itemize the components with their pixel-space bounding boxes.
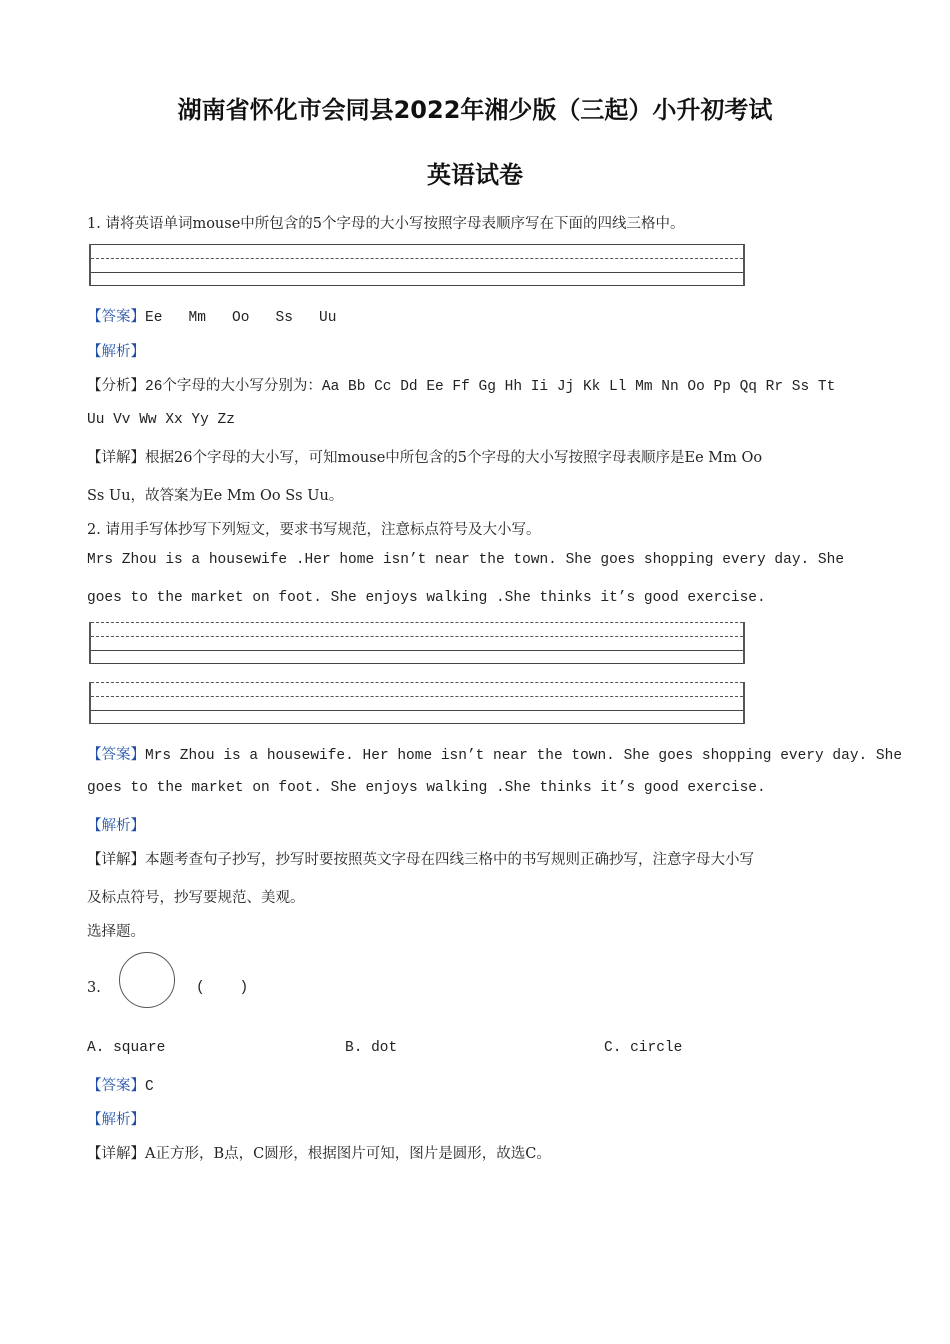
section-heading: 选择题。 [87,924,145,940]
q1-analysis-line2: Uu Vv Ww Xx Yy Zz [87,412,235,428]
q3-detail-text: A正方形，B点，C圆形，根据图片可知，图片是圆形，故选C。 [145,1146,551,1162]
q3-option-a: A. square [87,1040,166,1056]
q2-detail-text: 本题考查句子抄写，抄写时要按照英文字母在四线三格中的书写规则正确抄写，注意字母大小写 [145,852,754,868]
q1-analysis-text: 26个字母的大小写分别为：Aa Bb Cc Dd Ee Ff Gg Hh Ii Jj Kk Ll Mm Nn Oo Pp Qq Rr Ss Tt [145,379,836,395]
detail-tag: 【详解】 [87,1146,145,1162]
fenxi-tag: 【分析】 [87,378,145,394]
page-subtitle: 英语试卷 [427,161,523,189]
q2-answer-line2: goes to the market on foot. She enjoys walking .She thinks it’s good exercise. [87,780,766,796]
q2-detail-line1 [87,848,754,869]
q2-answer-text: Mrs Zhou is a housewife. Her home isn’t near the town. She goes shopping every day. She [145,748,903,764]
q3-blank: ( ) [196,980,249,996]
q3-option-b: B. dot [345,1040,398,1056]
q2-passage-line1: Mrs Zhou is a housewife .Her home isn’t near the town. She goes shopping every day. She [87,552,845,568]
q3-detail [87,1142,551,1163]
q2-analysis-tag: 【解析】 [87,818,145,834]
q2-writing-lines-1 [89,622,745,664]
q1-analysis-tag: 【解析】 [87,344,145,360]
q2-passage-line2: goes to the market on foot. She enjoys walking .She thinks it’s good exercise. [87,590,766,606]
q1-answer-text: Ee Mm Oo Ss Uu [145,310,337,326]
q1-detail-line2: Ss Uu，故答案为Ee Mm Oo Ss Uu。 [87,488,344,504]
page-title: 湖南省怀化市会同县2022年湘少版（三起）小升初考试 [177,96,773,124]
q1-answer [87,305,336,326]
q2-writing-lines-2 [89,682,745,724]
detail-tag: 【详解】 [87,852,145,868]
q1-writing-lines [89,244,745,286]
q3-analysis-tag: 【解析】 [87,1112,145,1128]
q2-answer-line1 [87,743,902,764]
q1-analysis-line1 [87,374,835,395]
q3-number: 3. [87,980,101,996]
q2-detail-line2: 及标点符号，抄写要规范、美观。 [87,890,305,906]
answer-tag: 【答案】 [87,747,145,763]
q1-question: 1. 请将英语单词mouse中所包含的5个字母的大小写按照字母表顺序写在下面的四线三格中。 [87,216,685,232]
circle-picture [119,952,175,1008]
q3-answer-text: C [145,1079,154,1095]
detail-tag: 【详解】 [87,450,145,466]
q1-detail-text: 根据26个字母的大小写，可知mouse中所包含的5个字母的大小写按照字母表顺序是Ee Mm Oo [145,450,763,466]
q3-option-c: C. circle [604,1040,683,1056]
q2-question: 2. 请用手写体抄写下列短文，要求书写规范，注意标点符号及大小写。 [87,522,541,538]
q1-detail-line1 [87,446,762,467]
answer-tag: 【答案】 [87,1078,145,1094]
q3-answer [87,1074,154,1095]
answer-tag: 【答案】 [87,309,145,325]
